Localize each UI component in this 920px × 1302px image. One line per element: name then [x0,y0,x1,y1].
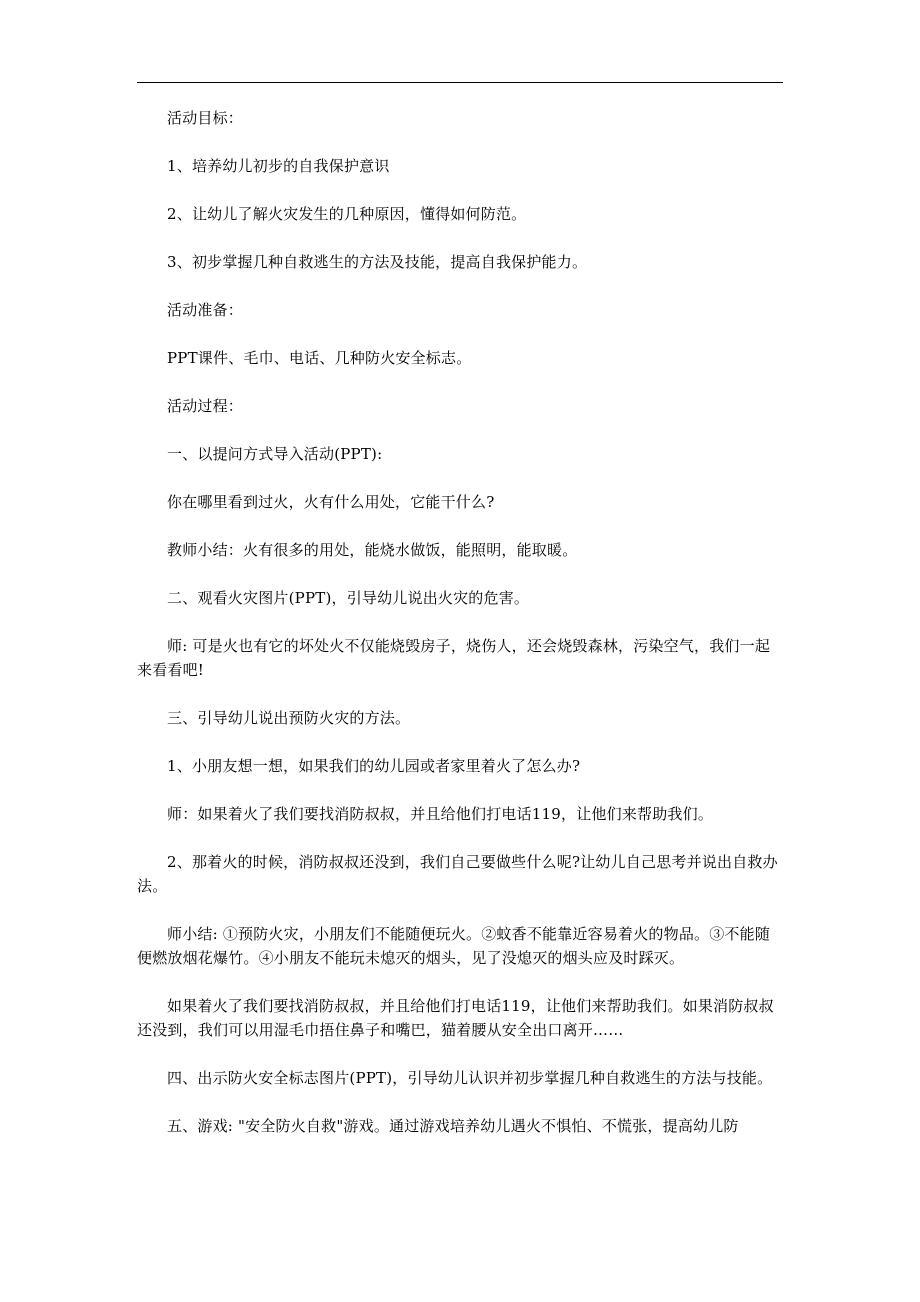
paragraph-teacher-summary: 教师小结：火有很多的用处，能烧水做饭，能照明，能取暖。 [167,541,578,559]
paragraph-teacher-summary-rules: 师小结: ①预防火灾，小朋友们不能随便玩火。②蚊香不能靠近容易着火的物品。③不能随便燃放烟花爆竹。④小朋友不能玩未熄灭的烟头，见了没熄灭的烟头应及时踩灭。 [137,925,771,967]
paragraph-sub-2: 2、那着火的时候，消防叔叔还没到，我们自己要做些什么呢?让幼儿自己思考并说出自救办法。 [137,853,778,895]
paragraph-teacher-call-119: 师：如果着火了我们要找消防叔叔，并且给他们打电话119，让他们来帮助我们。 [167,805,714,823]
paragraph-escape-method: 如果着火了我们要找消防叔叔，并且给他们打电话119，让他们来帮助我们。如果消防叔叔还没到，我们可以用湿毛巾捂住鼻子和嘴巴，猫着腰从安全出口离开…… [137,997,774,1039]
paragraph-sub-1: 1、小朋友想一想，如果我们的幼儿园或者家里着火了怎么办? [167,757,581,775]
document-body [137,106,783,1162]
paragraph-step-5: 五、游戏: "安全防火自救"游戏。通过游戏培养幼儿遇火不惧怕、不慌张，提高幼儿防 [167,1117,739,1135]
paragraph-activity-goals-heading: 活动目标： [167,109,244,127]
paragraph-goal-1: 1、培养幼儿初步的自我保护意识 [167,157,390,175]
paragraph-question: 你在哪里看到过火，火有什么用处，它能干什么? [167,493,495,511]
paragraph-step-4: 四、出示防火安全标志图片(PPT)，引导幼儿认识并初步掌握几种自救逃生的方法与技能。 [167,1069,773,1087]
paragraph-teacher-fire-harm: 师: 可是火也有它的坏处火不仅能烧毁房子，烧伤人，还会烧毁森林，污染空气，我们一起来看看吧! [137,637,771,679]
paragraph-activity-prep-heading: 活动准备： [167,301,244,319]
paragraph-prep-materials: PPT课件、毛巾、电话、几种防火安全标志。 [167,349,472,367]
paragraph-activity-process-heading: 活动过程： [167,397,244,415]
paragraph-goal-3: 3、初步掌握几种自救逃生的方法及技能，提高自我保护能力。 [167,253,588,271]
paragraph-step-3: 三、引导幼儿说出预防火灾的方法。 [167,709,411,727]
paragraph-step-1: 一、以提问方式导入活动(PPT): [167,445,383,463]
paragraph-goal-2: 2、让幼儿了解火灾发生的几种原因，懂得如何防范。 [167,205,527,223]
header-rule [137,82,783,83]
paragraph-step-2: 二、观看火灾图片(PPT)，引导幼儿说出火灾的危害。 [167,589,530,607]
